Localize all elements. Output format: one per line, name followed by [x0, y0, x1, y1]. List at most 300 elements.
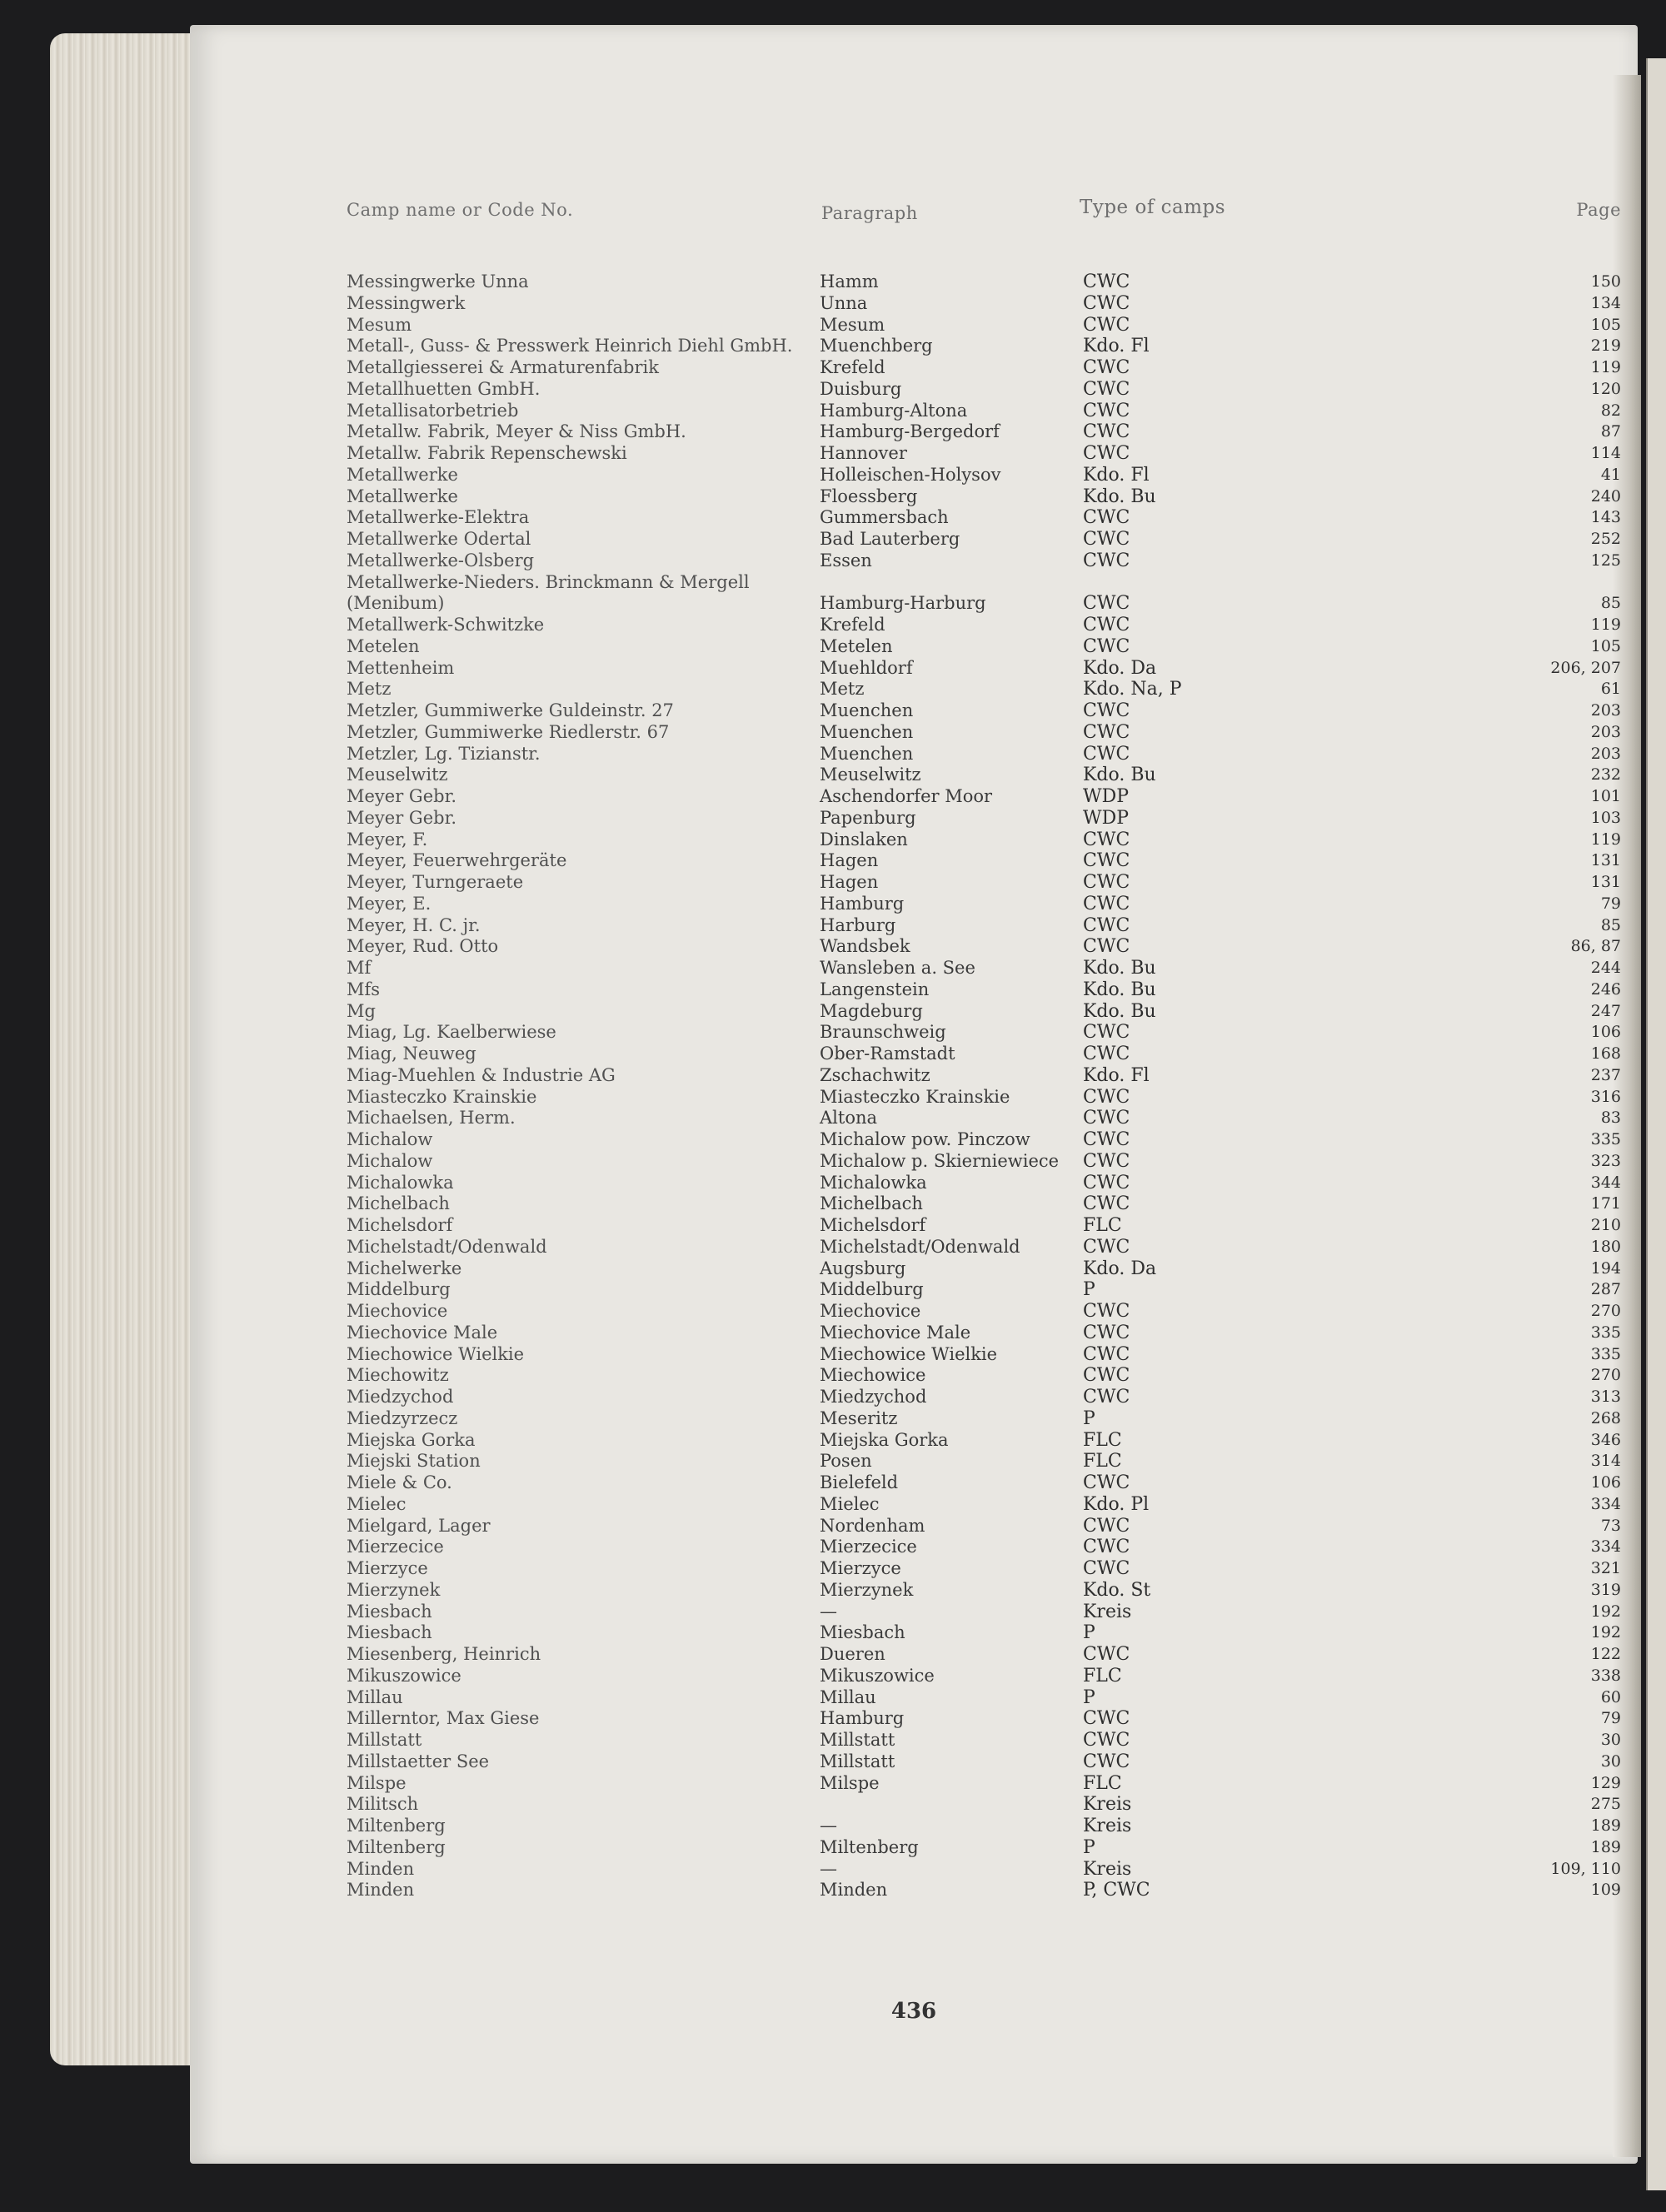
page-cell: 203: [1590, 722, 1621, 741]
paragraph-cell: Hamburg-Harburg: [820, 593, 986, 614]
type-cell: FLC: [1083, 1665, 1122, 1686]
page-cell: 134: [1590, 293, 1621, 312]
table-row: [347, 293, 1621, 315]
paragraph-cell: Mielec: [820, 1493, 880, 1514]
type-cell: FLC: [1083, 1451, 1122, 1472]
table-row: [347, 1065, 1621, 1087]
camp-name-cell: Metallw. Fabrik Repenschewski: [347, 443, 627, 463]
type-cell: CWC: [1083, 1301, 1130, 1322]
table-row: [347, 936, 1621, 958]
table-row: [347, 979, 1621, 1001]
page-cell: 338: [1590, 1666, 1621, 1685]
page-cell: 119: [1590, 830, 1621, 849]
type-cell: Kdo. Bu: [1083, 979, 1156, 1000]
table-row: [347, 1666, 1621, 1687]
table-row: [347, 850, 1621, 872]
camp-name-cell: Michalow: [347, 1150, 433, 1171]
table-row: [347, 443, 1621, 465]
page-cell: 131: [1590, 851, 1621, 870]
table-row: [347, 1258, 1621, 1280]
table-row: [347, 1387, 1621, 1408]
type-cell: CWC: [1083, 1150, 1130, 1172]
page-cell: 143: [1590, 508, 1621, 527]
paragraph-cell: Zschachwitz: [820, 1064, 930, 1085]
type-cell: CWC: [1083, 893, 1130, 914]
camp-name-cell: Metallwerke-Olsberg: [347, 550, 535, 570]
page-cell: 252: [1590, 530, 1621, 548]
table-row: [347, 808, 1621, 830]
type-cell: CWC: [1083, 743, 1130, 765]
type-cell: CWC: [1083, 872, 1130, 893]
type-cell: CWC: [1083, 700, 1130, 721]
camp-name-cell: Miesenberg, Heinrich: [347, 1644, 541, 1664]
page-cell: 323: [1590, 1151, 1621, 1170]
paragraph-cell: Miechovice: [820, 1301, 921, 1321]
paragraph-cell: Hamburg: [820, 1708, 905, 1729]
page-cell: 240: [1590, 486, 1621, 506]
camp-name-cell: Meyer, Turngeraete: [347, 872, 524, 892]
type-cell: WDP: [1083, 807, 1130, 829]
table-row: [347, 1837, 1621, 1859]
page-cell: 335: [1590, 1130, 1621, 1148]
page-cell: 82: [1600, 401, 1621, 420]
table-row: [347, 1644, 1621, 1666]
camp-name-cell: Miedzychod: [347, 1387, 454, 1407]
type-cell: Kdo. Bu: [1083, 765, 1156, 786]
page-cell: 189: [1590, 1837, 1621, 1856]
type-cell: CWC: [1083, 314, 1130, 336]
table-row: [347, 1687, 1621, 1709]
paragraph-cell: Miechovice Male: [820, 1322, 971, 1343]
type-cell: CWC: [1083, 1343, 1130, 1365]
page-cell: 85: [1600, 594, 1621, 613]
type-cell: P: [1083, 1279, 1095, 1301]
paragraph-cell: Mierzynek: [820, 1579, 914, 1600]
table-row: [347, 894, 1621, 915]
paragraph-cell: Bad Lauterberg: [820, 529, 960, 549]
paragraph-cell: Essen: [820, 550, 872, 570]
table-row: [347, 1494, 1621, 1516]
page-cell: 192: [1590, 1623, 1621, 1642]
table-row: [347, 1408, 1621, 1430]
page-cell: 109: [1590, 1881, 1621, 1900]
camp-name-cell: Meyer, F.: [347, 829, 428, 849]
table-row: [347, 1622, 1621, 1644]
paragraph-cell: Miltenberg: [820, 1836, 919, 1857]
table-row: [347, 486, 1621, 508]
camp-name-cell: Mg: [347, 1000, 376, 1021]
camp-name-cell: Michalow: [347, 1129, 433, 1149]
page-cell: 247: [1590, 1001, 1621, 1020]
type-cell: CWC: [1083, 1193, 1130, 1215]
type-cell: CWC: [1083, 850, 1130, 872]
paragraph-cell: Michalow pow. Pinczow: [820, 1129, 1030, 1149]
paragraph-cell: Michelbach: [820, 1193, 923, 1214]
camp-name-cell: Meyer Gebr.: [347, 786, 456, 806]
paragraph-cell: Millau: [820, 1686, 876, 1707]
type-cell: Kdo. Da: [1083, 657, 1157, 679]
table-row: [347, 507, 1621, 529]
page-cell: 105: [1590, 636, 1621, 655]
page-cell: 219: [1590, 336, 1621, 356]
table-row: [347, 658, 1621, 680]
paragraph-cell: Muehldorf: [820, 657, 913, 678]
page-cell: 125: [1590, 551, 1621, 570]
table-row: [347, 1816, 1621, 1837]
page-cell: 316: [1590, 1087, 1621, 1106]
table-row: [347, 272, 1621, 293]
paragraph-cell: Miasteczko Krainskie: [820, 1086, 1010, 1107]
paragraph-cell: Dueren: [820, 1644, 885, 1664]
page-cell: 122: [1590, 1645, 1621, 1663]
camp-name-cell: Mielec: [347, 1493, 407, 1514]
table-row: [347, 1237, 1621, 1258]
page-cell: 203: [1590, 701, 1621, 720]
camp-name-cell: Miechovice Male: [347, 1322, 498, 1343]
camp-name-cell: Michelsdorf: [347, 1215, 453, 1235]
table-row: [347, 615, 1621, 636]
camp-name-cell: Mettenheim: [347, 657, 455, 678]
type-cell: CWC: [1083, 1387, 1130, 1407]
camp-name-cell: Messingwerke Unna: [347, 272, 529, 291]
type-cell: FLC: [1083, 1215, 1122, 1236]
type-cell: Kdo. Bu: [1083, 486, 1156, 507]
book-page: [190, 25, 1638, 2164]
paragraph-cell: Middelburg: [820, 1279, 924, 1300]
table-row: [347, 1279, 1621, 1301]
paragraph-cell: Holleischen-Holysov: [820, 464, 1001, 485]
table-row: [347, 1708, 1621, 1730]
camp-name-cell: Minden: [347, 1858, 415, 1879]
table-row: [347, 1751, 1621, 1773]
camp-name-cell: Metall-, Guss- & Presswerk Heinrich Diehl GmbH.: [347, 336, 793, 356]
type-cell: CWC: [1083, 1708, 1130, 1730]
camp-name-cell: Meyer, Feuerwehrgeräte: [347, 850, 567, 871]
page-cell: 60: [1600, 1687, 1621, 1706]
type-cell: CWC: [1083, 1751, 1130, 1772]
paragraph-cell: Krefeld: [820, 357, 885, 377]
page-cell: 334: [1590, 1537, 1621, 1557]
type-cell: CWC: [1083, 421, 1130, 443]
camp-name-cell: Michaelsen, Herm.: [347, 1108, 516, 1128]
page-cell: 275: [1590, 1795, 1621, 1814]
table-row: [347, 1022, 1621, 1044]
type-cell: CWC: [1083, 272, 1130, 292]
table-row: [347, 1472, 1621, 1494]
camp-name-cell: Metelen: [347, 635, 420, 656]
table-row: [347, 830, 1621, 851]
paragraph-cell: Hagen: [820, 850, 879, 871]
paragraph-cell: Magdeburg: [820, 1000, 923, 1021]
type-cell: CWC: [1083, 400, 1130, 421]
page-cell: 237: [1590, 1065, 1621, 1084]
camp-name-cell: Metallwerke-Elektra: [347, 507, 530, 528]
camp-name-cell: Millerntor, Max Giese: [347, 1708, 540, 1729]
header-camp-name: Camp name or Code No.: [347, 200, 574, 220]
table-row: [347, 1516, 1621, 1537]
paragraph-cell: Miechowice Wielkie: [820, 1343, 998, 1364]
paragraph-cell: Meuselwitz: [820, 765, 921, 785]
camp-name-cell: Metallgiesserei & Armaturenfabrik: [347, 357, 659, 377]
camp-name-cell: Meyer, H. C. jr.: [347, 914, 481, 935]
type-cell: FLC: [1083, 1429, 1122, 1451]
camp-name-cell: Mikuszowice: [347, 1665, 461, 1686]
table-row: [347, 786, 1621, 808]
type-cell: CWC: [1083, 1172, 1130, 1193]
camp-name-cell: Millstatt: [347, 1730, 422, 1750]
type-cell: CWC: [1083, 1086, 1130, 1108]
page-cell: 171: [1590, 1194, 1621, 1213]
camp-name-cell: Miag-Muehlen & Industrie AG: [347, 1064, 616, 1085]
paragraph-cell: Metz: [820, 679, 865, 700]
type-cell: Kdo. Da: [1083, 1258, 1157, 1279]
page-cell: 87: [1600, 422, 1621, 441]
paragraph-cell: Muenchen: [820, 743, 914, 764]
table-row: [347, 1602, 1621, 1623]
page-cell: 150: [1590, 272, 1621, 291]
type-cell: CWC: [1083, 1644, 1130, 1665]
page-cell: 119: [1590, 358, 1621, 376]
index-table: [347, 272, 1621, 1901]
camp-name-cell: Meyer, Rud. Otto: [347, 936, 499, 957]
camp-name-cell: Mierzyce: [347, 1558, 428, 1578]
page-cell: 344: [1590, 1173, 1621, 1192]
paragraph-cell: Dinslaken: [820, 829, 908, 849]
paragraph-cell: Hamm: [820, 272, 879, 291]
page-cell: 335: [1590, 1344, 1621, 1363]
type-cell: CWC: [1083, 1365, 1130, 1387]
table-row: [347, 1215, 1621, 1237]
table-row: [347, 679, 1621, 700]
camp-name-cell: Miesbach: [347, 1622, 432, 1643]
type-cell: Kreis: [1083, 1794, 1132, 1816]
table-row: [347, 1108, 1621, 1129]
paragraph-cell: —: [820, 1601, 837, 1622]
paragraph-cell: Minden: [820, 1880, 888, 1901]
table-row: [347, 1365, 1621, 1387]
paragraph-cell: Bielefeld: [820, 1472, 899, 1492]
camp-name-cell: Metallhuetten GmbH.: [347, 378, 541, 399]
camp-name-cell: Mielgard, Lager: [347, 1515, 491, 1536]
paragraph-cell: Mesum: [820, 314, 885, 335]
table-row: [347, 572, 1621, 615]
type-cell: CWC: [1083, 936, 1130, 958]
page-cell: 30: [1600, 1731, 1621, 1749]
camp-name-cell: Metallwerke: [347, 486, 458, 506]
type-cell: CWC: [1083, 529, 1130, 550]
table-row: [347, 1794, 1621, 1816]
table-row: [347, 1344, 1621, 1366]
header-type: Type of camps: [1080, 197, 1226, 218]
type-cell: CWC: [1083, 378, 1130, 400]
page-cell: 232: [1590, 765, 1621, 785]
paragraph-cell: Hamburg: [820, 893, 905, 914]
page-cell: 334: [1590, 1494, 1621, 1513]
page-cell: 86, 87: [1570, 937, 1621, 956]
page-cell: 101: [1590, 787, 1621, 805]
type-cell: CWC: [1083, 292, 1130, 314]
type-cell: WDP: [1083, 786, 1130, 807]
header-paragraph: Paragraph: [821, 203, 918, 223]
camp-name-cell: Militsch: [347, 1794, 419, 1815]
page-cell: 246: [1590, 979, 1621, 999]
camp-name-cell: Metallisatorbetrieb: [347, 400, 519, 421]
type-cell: CWC: [1083, 615, 1130, 635]
page-cell: 244: [1590, 959, 1621, 977]
table-row: [347, 1773, 1621, 1795]
header-page: Page: [1576, 200, 1621, 220]
camp-name-cell: Meuselwitz: [347, 765, 448, 785]
table-row: [347, 421, 1621, 443]
camp-name-cell: Mf: [347, 958, 372, 978]
page-cell: 114: [1590, 444, 1621, 462]
table-row: [347, 1129, 1621, 1151]
camp-name-cell: Metzler, Gummiwerke Guldeinstr. 27: [347, 700, 674, 720]
table-row: [347, 1151, 1621, 1173]
type-cell: CWC: [1083, 1022, 1130, 1044]
paragraph-cell: Metelen: [820, 635, 893, 656]
page-cell: 119: [1590, 615, 1621, 634]
camp-name-cell: Mfs: [347, 979, 381, 999]
paragraph-cell: Michalowka: [820, 1172, 927, 1193]
page-cell: 73: [1600, 1516, 1621, 1535]
paragraph-cell: Michalow p. Skierniewiece: [820, 1150, 1060, 1171]
table-row: [347, 872, 1621, 894]
table-row: [347, 336, 1621, 357]
camp-name-cell: Metz: [347, 679, 392, 700]
table-row: [347, 915, 1621, 937]
camp-name-cell: Mierzynek: [347, 1579, 441, 1600]
paragraph-cell: Aschendorfer Moor: [820, 786, 993, 806]
page-cell: 61: [1600, 680, 1621, 699]
paragraph-cell: Hamburg-Bergedorf: [820, 421, 1000, 442]
type-cell: CWC: [1083, 593, 1130, 615]
page-cell: 85: [1600, 915, 1621, 934]
camp-name-cell: Millau: [347, 1686, 403, 1707]
camp-name-cell: Metallwerke Odertal: [347, 529, 531, 549]
paragraph-cell: Milspe: [820, 1772, 880, 1793]
type-cell: P, CWC: [1083, 1880, 1150, 1901]
type-cell: CWC: [1083, 1537, 1130, 1558]
type-cell: P: [1083, 1407, 1095, 1429]
page-cell: 319: [1590, 1580, 1621, 1599]
page-cell: 335: [1590, 1323, 1621, 1342]
type-cell: Kdo. Fl: [1083, 1064, 1150, 1086]
camp-name-cell: Metallwerk-Schwitzke: [347, 615, 545, 635]
camp-name-cell: Miag, Neuweg: [347, 1044, 476, 1064]
paragraph-cell: Hannover: [820, 443, 907, 463]
type-cell: Kreis: [1083, 1601, 1132, 1622]
type-cell: CWC: [1083, 507, 1130, 529]
camp-name-cell: Metzler, Lg. Tizianstr.: [347, 743, 541, 764]
camp-name-cell: Miltenberg: [347, 1816, 446, 1836]
paragraph-cell: Posen: [820, 1451, 872, 1472]
type-cell: CWC: [1083, 914, 1130, 936]
type-cell: CWC: [1083, 1730, 1130, 1751]
page-cell: 313: [1590, 1387, 1621, 1406]
table-row: [347, 1859, 1621, 1881]
type-cell: CWC: [1083, 1472, 1130, 1493]
paragraph-cell: Gummersbach: [820, 507, 949, 528]
page-cell: 314: [1590, 1452, 1621, 1471]
type-cell: CWC: [1083, 1108, 1130, 1129]
page-cell: 106: [1590, 1473, 1621, 1492]
page-cell: 321: [1590, 1559, 1621, 1577]
page-cell: 180: [1590, 1237, 1621, 1256]
type-cell: Kdo. St: [1083, 1579, 1151, 1601]
table-row: [347, 722, 1621, 744]
paragraph-cell: Wansleben a. See: [820, 958, 975, 978]
paragraph-cell: Hagen: [820, 872, 879, 892]
table-row: [347, 1001, 1621, 1023]
paragraph-cell: Wandsbek: [820, 936, 910, 957]
table-row: [347, 1730, 1621, 1751]
paragraph-cell: Muenchen: [820, 721, 914, 742]
page-cell: 346: [1590, 1430, 1621, 1449]
page-cell: 194: [1590, 1258, 1621, 1278]
paragraph-cell: Muenchen: [820, 700, 914, 720]
page-cell: 120: [1590, 379, 1621, 398]
paragraph-cell: Floessberg: [820, 486, 918, 506]
table-row: [347, 1087, 1621, 1108]
camp-name-cell: Michelstadt/Odenwald: [347, 1236, 547, 1257]
paragraph-cell: Mierzecice: [820, 1537, 917, 1557]
type-cell: Kdo. Fl: [1083, 336, 1150, 357]
table-header: [347, 197, 1621, 233]
table-row: [347, 1537, 1621, 1558]
page-cell: 103: [1590, 808, 1621, 827]
page-cell: 79: [1600, 1709, 1621, 1728]
table-row: [347, 958, 1621, 979]
type-cell: Kdo. Bu: [1083, 958, 1156, 979]
paragraph-cell: Nordenham: [820, 1515, 925, 1536]
paragraph-cell: Papenburg: [820, 807, 916, 828]
paragraph-cell: Krefeld: [820, 615, 885, 635]
camp-name-cell: Metzler, Gummiwerke Riedlerstr. 67: [347, 721, 670, 742]
paragraph-cell: Millstatt: [820, 1751, 895, 1771]
page-cell: 109, 110: [1550, 1859, 1621, 1878]
camp-name-cell: Meyer, E.: [347, 893, 431, 914]
page-number: 436: [890, 1999, 937, 2024]
page-cell: 192: [1590, 1602, 1621, 1621]
table-row: [347, 1580, 1621, 1602]
type-cell: CWC: [1083, 550, 1130, 571]
table-row: [347, 379, 1621, 401]
next-page-edge: [1646, 58, 1666, 2190]
camp-name-cell: Milspe: [347, 1772, 407, 1793]
type-cell: CWC: [1083, 1129, 1130, 1150]
table-row: [347, 1173, 1621, 1194]
type-cell: CWC: [1083, 721, 1130, 743]
paragraph-cell: Mikuszowice: [820, 1665, 935, 1686]
page-cell: 168: [1590, 1044, 1621, 1063]
camp-name-cell: Minden: [347, 1880, 415, 1901]
camp-name-cell: Metallwerke: [347, 464, 458, 485]
table-row: [347, 1044, 1621, 1065]
page-cell: 189: [1590, 1816, 1621, 1835]
paragraph-cell: Hamburg-Altona: [820, 400, 968, 421]
camp-name-cell: Michelwerke: [347, 1258, 462, 1278]
page-cell: 30: [1600, 1751, 1621, 1771]
page-cell: 287: [1590, 1280, 1621, 1299]
camp-name-cell: Meyer Gebr.: [347, 807, 456, 828]
camp-name-cell: Miejski Station: [347, 1451, 481, 1472]
page-cell: 210: [1590, 1216, 1621, 1234]
type-cell: Kdo. Pl: [1083, 1493, 1150, 1515]
type-cell: CWC: [1083, 635, 1130, 657]
table-row: [347, 315, 1621, 336]
paragraph-cell: Unna: [820, 292, 868, 313]
